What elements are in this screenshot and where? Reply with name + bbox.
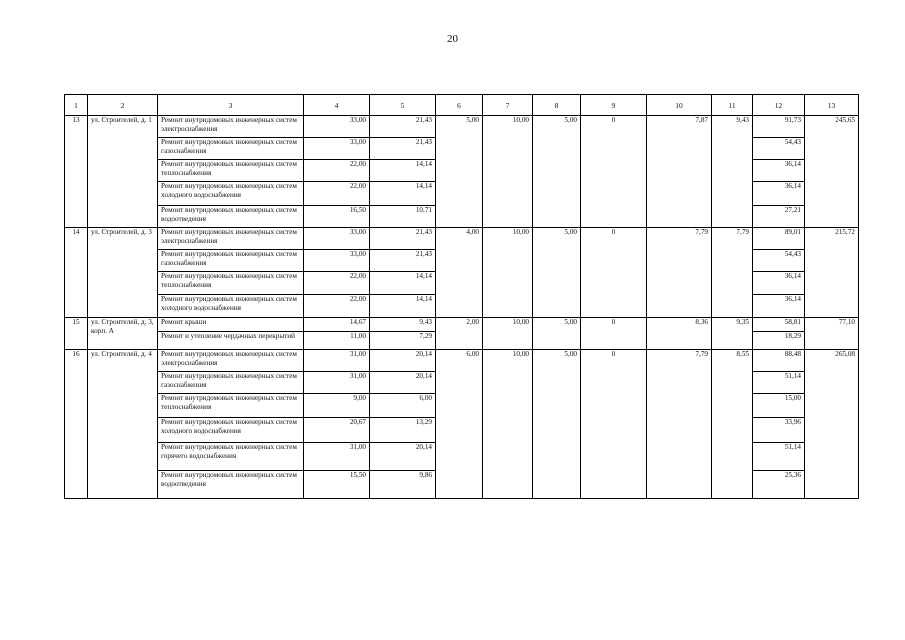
subtotal-cell: 54,43 bbox=[753, 138, 805, 160]
subtotal-cell: 15,00 bbox=[753, 394, 805, 418]
column-header: 7 bbox=[483, 95, 533, 116]
work-type-cell: Ремонт внутридомовых инженерных систем электроснабжения bbox=[158, 116, 304, 138]
cost-cell: 9,86 bbox=[370, 471, 436, 499]
subtotal-cell: 58,81 bbox=[753, 318, 805, 332]
value-cell: 5,00 bbox=[436, 116, 483, 228]
cost-cell: 22,00 bbox=[304, 272, 370, 295]
subtotal-cell: 91,73 bbox=[753, 116, 805, 138]
value-cell: 8,36 bbox=[647, 318, 712, 350]
cost-cell: 21,43 bbox=[370, 250, 436, 272]
work-type-cell: Ремонт и утепление чердачных перекрытий bbox=[158, 332, 304, 350]
cost-cell: 9,43 bbox=[370, 318, 436, 332]
total-cell: 77,10 bbox=[805, 318, 859, 350]
value-cell: 0 bbox=[581, 318, 647, 350]
cost-cell: 20,14 bbox=[370, 350, 436, 372]
cost-cell: 33,00 bbox=[304, 138, 370, 160]
cost-cell: 6,00 bbox=[370, 394, 436, 418]
total-cell: 245,65 bbox=[805, 116, 859, 228]
cost-cell: 33,00 bbox=[304, 228, 370, 250]
value-cell: 6,00 bbox=[436, 350, 483, 499]
table-row bbox=[65, 350, 859, 372]
cost-cell: 7,29 bbox=[370, 332, 436, 350]
value-cell: 2,00 bbox=[436, 318, 483, 350]
data-table bbox=[64, 94, 859, 499]
value-cell: 5,00 bbox=[533, 350, 581, 499]
cost-cell: 14,14 bbox=[370, 160, 436, 182]
column-header: 10 bbox=[647, 95, 712, 116]
row-number-cell: 14 bbox=[65, 228, 88, 318]
address-cell: ул. Строителей, д. 4 bbox=[88, 350, 158, 499]
work-type-cell: Ремонт внутридомовых инженерных систем горячего водоснабжения bbox=[158, 443, 304, 471]
work-type-cell: Ремонт внутридомовых инженерных систем теплоснабжения bbox=[158, 272, 304, 295]
address-cell: ул. Строителей, д. 1 bbox=[88, 116, 158, 228]
work-type-cell: Ремонт внутридомовых инженерных систем газоснабжения bbox=[158, 372, 304, 394]
work-type-cell: Ремонт внутридомовых инженерных систем холодного водоснабжения bbox=[158, 295, 304, 318]
cost-cell: 20,14 bbox=[370, 372, 436, 394]
subtotal-cell: 88,48 bbox=[753, 350, 805, 372]
value-cell: 10,00 bbox=[483, 116, 533, 228]
work-type-cell: Ремонт внутридомовых инженерных систем газоснабжения bbox=[158, 250, 304, 272]
address-cell: ул. Строителей, д. 3, корп. А bbox=[88, 318, 158, 350]
cost-cell: 31,00 bbox=[304, 372, 370, 394]
value-cell: 7,79 bbox=[647, 228, 712, 318]
work-type-cell: Ремонт внутридомовых инженерных систем холодного водоснабжения bbox=[158, 182, 304, 206]
value-cell: 0 bbox=[581, 228, 647, 318]
value-cell: 5,00 bbox=[533, 228, 581, 318]
column-header: 1 bbox=[65, 95, 88, 116]
subtotal-cell: 51,14 bbox=[753, 443, 805, 471]
cost-cell: 13,29 bbox=[370, 418, 436, 443]
work-type-cell: Ремонт внутридомовых инженерных систем теплоснабжения bbox=[158, 160, 304, 182]
value-cell: 0 bbox=[581, 116, 647, 228]
cost-cell: 20,67 bbox=[304, 418, 370, 443]
table-row bbox=[65, 116, 859, 138]
value-cell: 7,87 bbox=[647, 116, 712, 228]
subtotal-cell: 36,14 bbox=[753, 160, 805, 182]
work-type-cell: Ремонт внутридомовых инженерных систем водоотведения bbox=[158, 471, 304, 499]
value-cell: 10,00 bbox=[483, 318, 533, 350]
column-header: 8 bbox=[533, 95, 581, 116]
page-number: 20 bbox=[447, 33, 458, 45]
column-header: 3 bbox=[158, 95, 304, 116]
header-row bbox=[65, 95, 859, 116]
column-header: 5 bbox=[370, 95, 436, 116]
subtotal-cell: 36,14 bbox=[753, 272, 805, 295]
value-cell: 7,79 bbox=[647, 350, 712, 499]
cost-cell: 22,00 bbox=[304, 182, 370, 206]
work-type-cell: Ремонт внутридомовых инженерных систем холодного водоснабжения bbox=[158, 418, 304, 443]
subtotal-cell: 33,96 bbox=[753, 418, 805, 443]
subtotal-cell: 89,01 bbox=[753, 228, 805, 250]
address-cell: ул. Строителей, д. 3 bbox=[88, 228, 158, 318]
column-header: 6 bbox=[436, 95, 483, 116]
cost-cell: 14,14 bbox=[370, 272, 436, 295]
subtotal-cell: 54,43 bbox=[753, 250, 805, 272]
subtotal-cell: 36,14 bbox=[753, 295, 805, 318]
column-header: 12 bbox=[753, 95, 805, 116]
cost-cell: 20,14 bbox=[370, 443, 436, 471]
cost-cell: 9,00 bbox=[304, 394, 370, 418]
cost-cell: 10,71 bbox=[370, 206, 436, 228]
subtotal-cell: 25,36 bbox=[753, 471, 805, 499]
work-type-cell: Ремонт внутридомовых инженерных систем газоснабжения bbox=[158, 138, 304, 160]
cost-cell: 22,00 bbox=[304, 295, 370, 318]
cost-cell: 14,67 bbox=[304, 318, 370, 332]
work-type-cell: Ремонт внутридомовых инженерных систем электроснабжения bbox=[158, 350, 304, 372]
total-cell: 215,72 bbox=[805, 228, 859, 318]
cost-cell: 21,43 bbox=[370, 138, 436, 160]
cost-cell: 14,14 bbox=[370, 182, 436, 206]
row-number-cell: 13 bbox=[65, 116, 88, 228]
table-row bbox=[65, 228, 859, 250]
column-header: 13 bbox=[805, 95, 859, 116]
cost-cell: 15,50 bbox=[304, 471, 370, 499]
value-cell: 5,00 bbox=[533, 318, 581, 350]
value-cell: 0 bbox=[581, 350, 647, 499]
value-cell: 8,55 bbox=[712, 350, 753, 499]
work-type-cell: Ремонт внутридомовых инженерных систем водоотведения bbox=[158, 206, 304, 228]
cost-cell: 21,43 bbox=[370, 116, 436, 138]
cost-cell: 22,00 bbox=[304, 160, 370, 182]
column-header: 4 bbox=[304, 95, 370, 116]
column-header: 2 bbox=[88, 95, 158, 116]
work-type-cell: Ремонт внутридомовых инженерных систем теплоснабжения bbox=[158, 394, 304, 418]
table-row bbox=[65, 318, 859, 332]
subtotal-cell: 18,29 bbox=[753, 332, 805, 350]
cost-cell: 31,00 bbox=[304, 350, 370, 372]
value-cell: 5,00 bbox=[533, 116, 581, 228]
row-number-cell: 16 bbox=[65, 350, 88, 499]
value-cell: 7,79 bbox=[712, 228, 753, 318]
cost-cell: 31,00 bbox=[304, 443, 370, 471]
total-cell: 265,08 bbox=[805, 350, 859, 499]
row-number-cell: 15 bbox=[65, 318, 88, 350]
value-cell: 10,00 bbox=[483, 350, 533, 499]
value-cell: 9,35 bbox=[712, 318, 753, 350]
cost-cell: 33,00 bbox=[304, 116, 370, 138]
cost-cell: 21,43 bbox=[370, 228, 436, 250]
column-header: 9 bbox=[581, 95, 647, 116]
subtotal-cell: 36,14 bbox=[753, 182, 805, 206]
value-cell: 10,00 bbox=[483, 228, 533, 318]
work-type-cell: Ремонт внутридомовых инженерных систем электроснабжения bbox=[158, 228, 304, 250]
cost-cell: 11,00 bbox=[304, 332, 370, 350]
value-cell: 4,00 bbox=[436, 228, 483, 318]
cost-cell: 33,00 bbox=[304, 250, 370, 272]
column-header: 11 bbox=[712, 95, 753, 116]
cost-cell: 16,50 bbox=[304, 206, 370, 228]
subtotal-cell: 51,14 bbox=[753, 372, 805, 394]
subtotal-cell: 27,21 bbox=[753, 206, 805, 228]
cost-cell: 14,14 bbox=[370, 295, 436, 318]
work-type-cell: Ремонт крыши bbox=[158, 318, 304, 332]
value-cell: 9,43 bbox=[712, 116, 753, 228]
